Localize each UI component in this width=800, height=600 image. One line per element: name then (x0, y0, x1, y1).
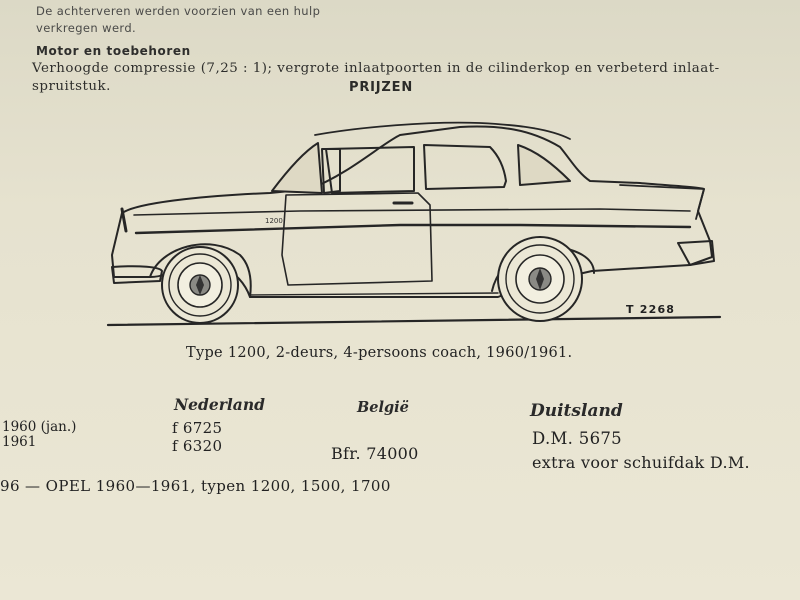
motor-section-line-1: Verhoogde compressie (7,25 : 1); vergrote inlaatpoorten in de cilinderkop en verbeterd inlaat- (32, 61, 720, 76)
col-head-belgie: België (357, 399, 409, 416)
extra-note: extra voor schuifdak D.M. (532, 453, 750, 472)
motor-section-heading: Motor en toebehoren (36, 44, 191, 58)
car-badge: 1200 (265, 217, 283, 225)
row-1961-duitsland: D.M. 5675 (532, 429, 622, 448)
row-1960-year: 1960 (jan.) (2, 419, 77, 435)
top-text-line-2: verkregen werd. (36, 21, 137, 35)
front-wheel (162, 247, 238, 323)
page-footer: 96 — OPEL 1960—1961, typen 1200, 1500, 1700 (0, 477, 391, 495)
car-illustration (100, 115, 730, 335)
figure-code: T 2268 (626, 303, 676, 316)
row-1961-belgie: Bfr. 74000 (331, 444, 419, 463)
rear-wheel (498, 237, 582, 321)
row-1961-year: 1961 (2, 434, 37, 450)
motor-section-line-2: spruitstuk. (32, 79, 111, 94)
col-head-duitsland: Duitsland (530, 401, 623, 421)
row-1961-nederland: f 6320 (172, 437, 223, 455)
top-text-line-1: De achterveren werden voorzien van een hulp (36, 4, 321, 18)
row-1960-nederland: f 6725 (172, 419, 223, 437)
prices-heading: PRIJZEN (349, 80, 413, 95)
col-head-nederland: Nederland (174, 395, 265, 414)
figure-caption: Type 1200, 2-deurs, 4-persoons coach, 1960/1961. (186, 345, 573, 361)
